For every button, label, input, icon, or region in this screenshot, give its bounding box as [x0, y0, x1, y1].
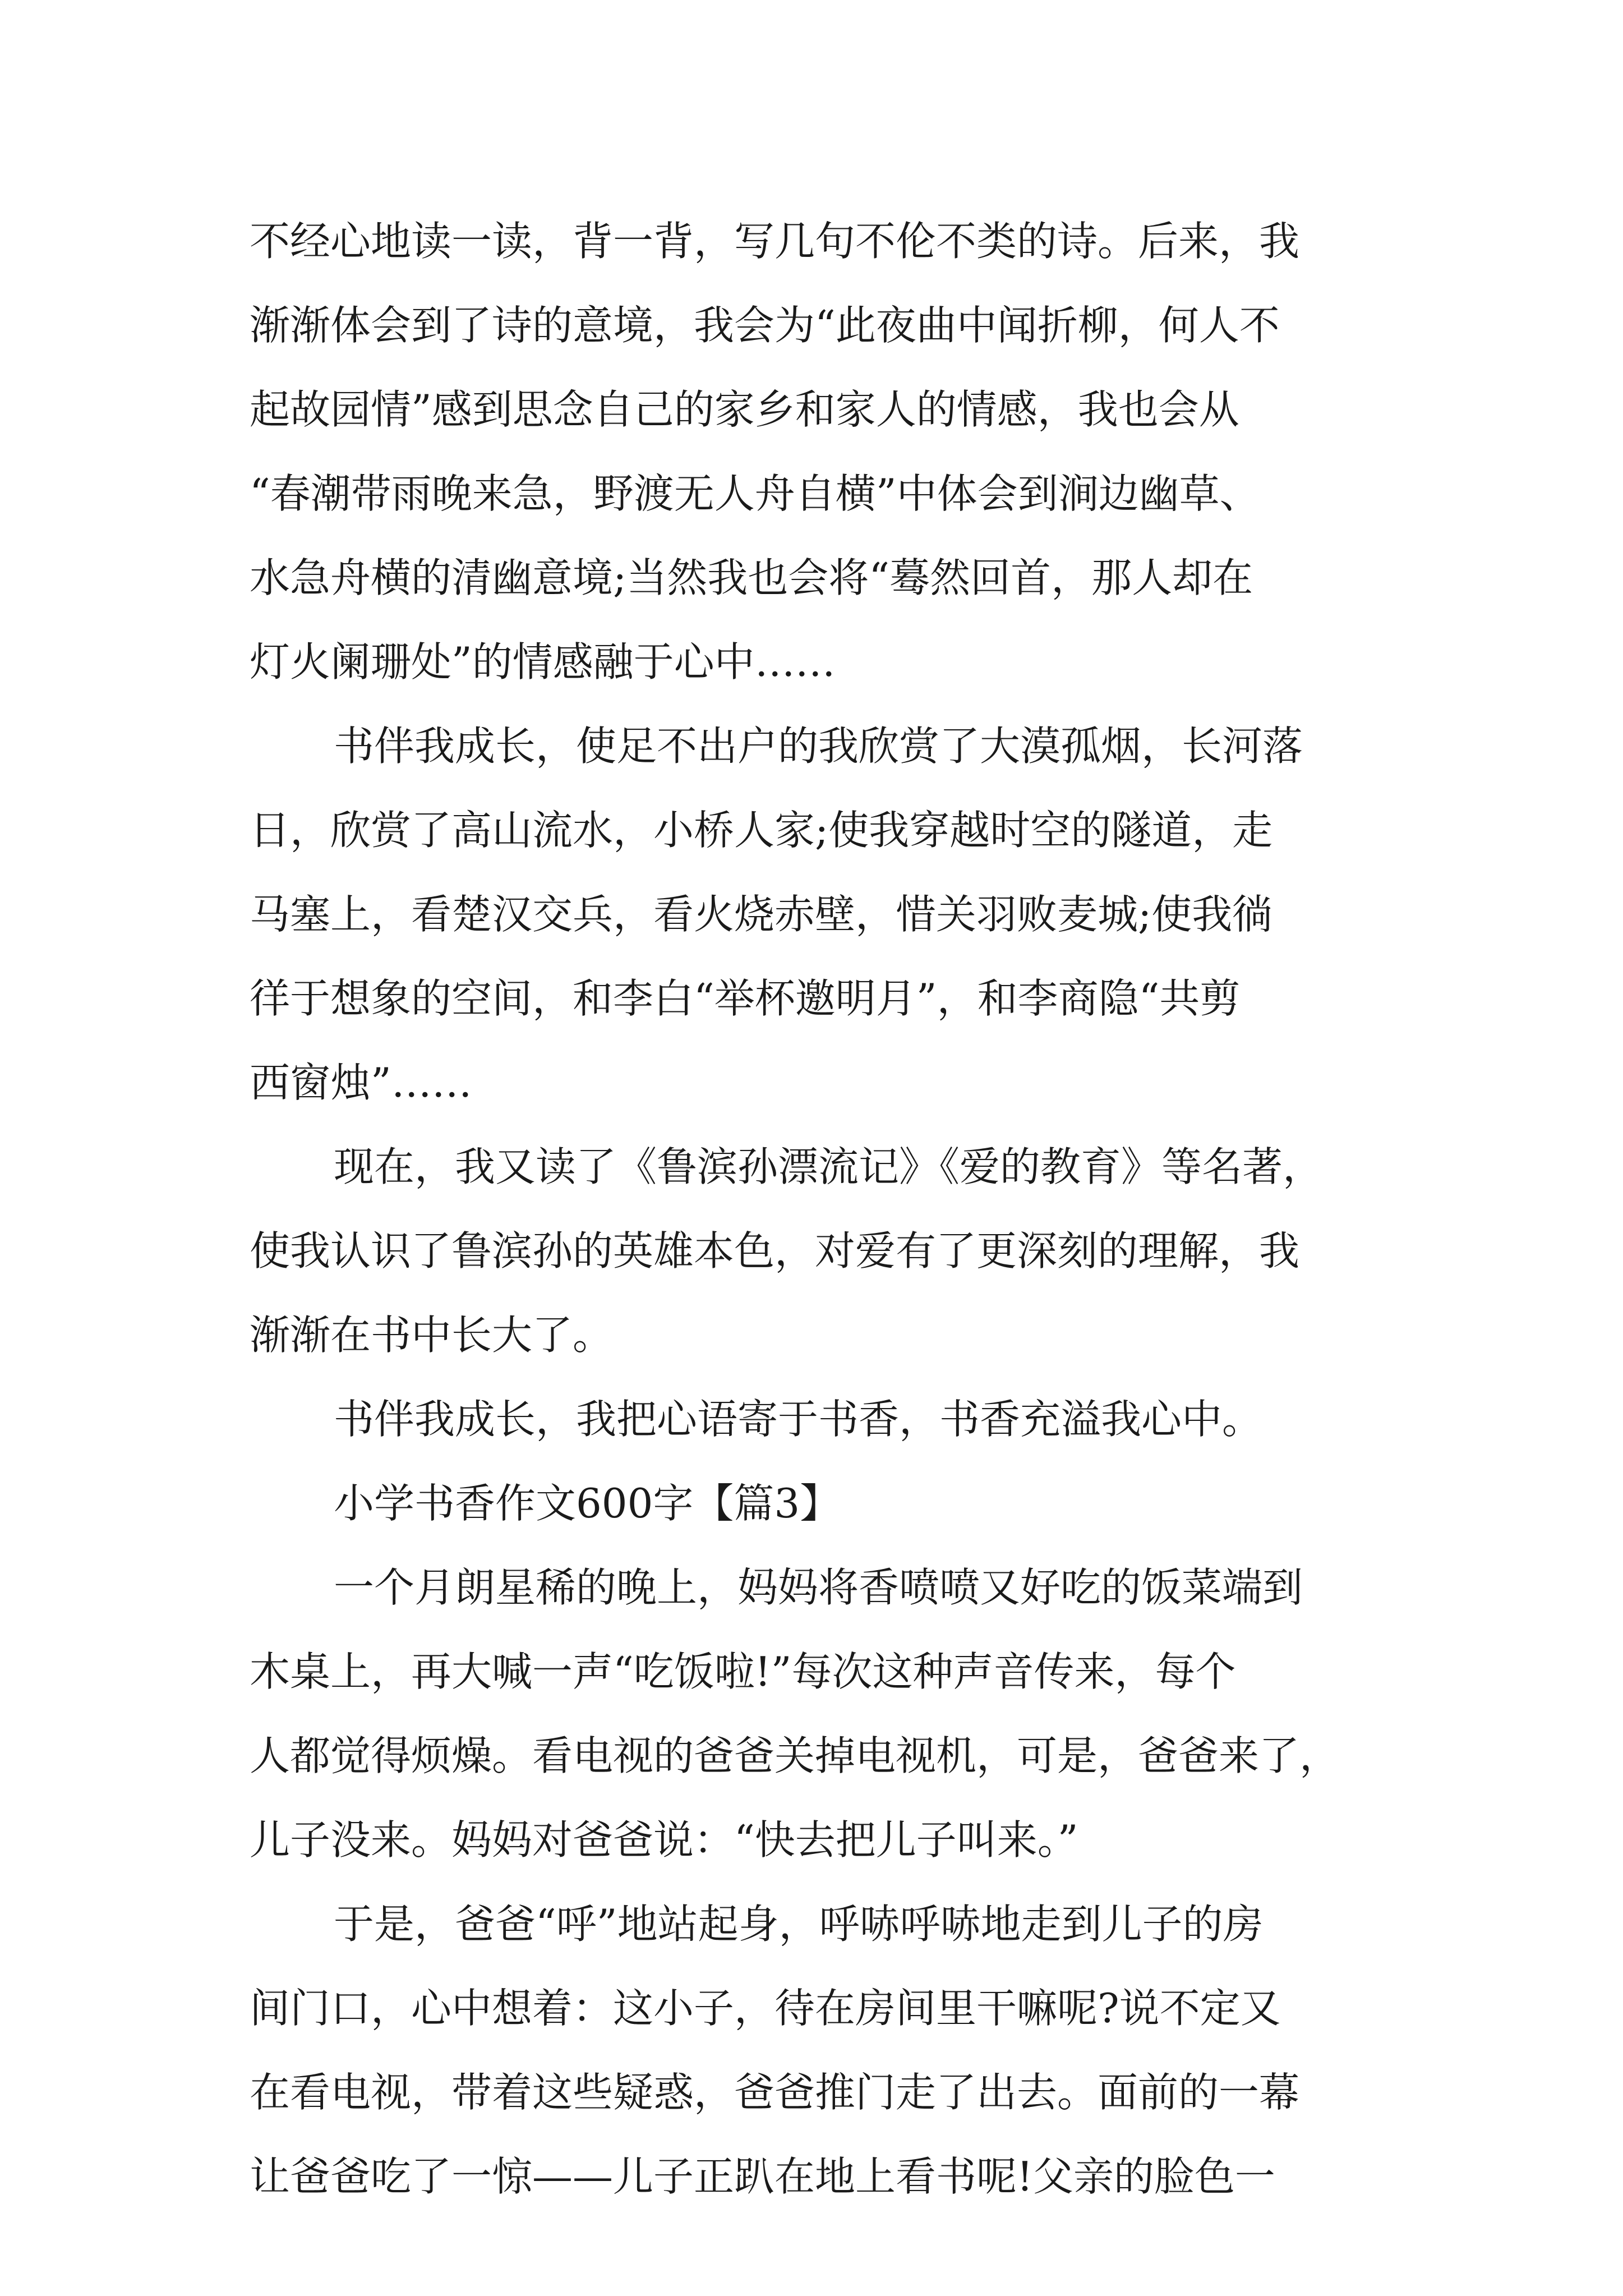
text-line: 人都觉得烦燥。看电视的爸爸关掉电视机，可是，爸爸来了， [250, 1732, 1340, 1779]
text-line: 木桌上，再大喊一声“吃饭啦!”每次这种声音传来，每个 [250, 1648, 1236, 1695]
text-line: 马塞上，看楚汉交兵，看火烧赤壁，惜关羽败麦城;使我徜 [250, 891, 1273, 938]
text-line: 日，欣赏了高山流水，小桥人家;使我穿越时空的隧道，走 [250, 807, 1273, 854]
text-line: 灯火阑珊处”的情感融于心中…… [250, 638, 836, 685]
paragraph-first-line: 书伴我成长，使足不出户的我欣赏了大漠孤烟，长河落 [334, 723, 1303, 770]
text-line: 使我认识了鲁滨孙的英雄本色，对爱有了更深刻的理解，我 [250, 1227, 1300, 1274]
text-line: 不经心地读一读，背一背，写几句不伦不类的诗。后来，我 [250, 218, 1300, 265]
text-line: 水急舟横的清幽意境;当然我也会将“蓦然回首，那人却在 [250, 554, 1253, 601]
text-line: “春潮带雨晚来急，野渡无人舟自横”中体会到涧边幽草、 [250, 470, 1260, 517]
text-line: 间门口，心中想着：这小子，待在房间里干嘛呢?说不定又 [250, 1985, 1281, 2032]
text-line: 渐渐体会到了诗的意境，我会为“此夜曲中闻折柳，何人不 [250, 302, 1280, 349]
paragraph-first-line: 于是，爸爸“呼”地站起身，呼哧呼哧地走到儿子的房 [334, 1901, 1264, 1948]
section-heading: 小学书香作文600字【篇3】 [334, 1480, 841, 1527]
text-line: 儿子没来。妈妈对爸爸说：“快去把儿子叫来。” [250, 1816, 1078, 1864]
text-line: 西窗烛”…… [250, 1059, 472, 1106]
paragraph-first-line: 现在，我又读了《鲁滨孙漂流记》《爱的教育》等名著， [334, 1143, 1324, 1190]
paragraph-first-line: 一个月朗星稀的晚上，妈妈将香喷喷又好吃的饭菜端到 [334, 1564, 1303, 1611]
text-line: 渐渐在书中长大了。 [250, 1312, 614, 1359]
paragraph-first-line: 书伴我成长，我把心语寄于书香，书香充溢我心中。 [334, 1396, 1263, 1443]
text-line: 起故园情”感到思念自己的家乡和家人的情感，我也会从 [250, 386, 1239, 433]
text-line: 徉于想象的空间，和李白“举杯邀明月”，和李商隐“共剪 [250, 975, 1241, 1022]
text-line: 在看电视，带着这些疑惑，爸爸推门走了出去。面前的一幕 [250, 2069, 1300, 2116]
text-line: 让爸爸吃了一惊——儿子正趴在地上看书呢!父亲的脸色一 [250, 2153, 1275, 2200]
